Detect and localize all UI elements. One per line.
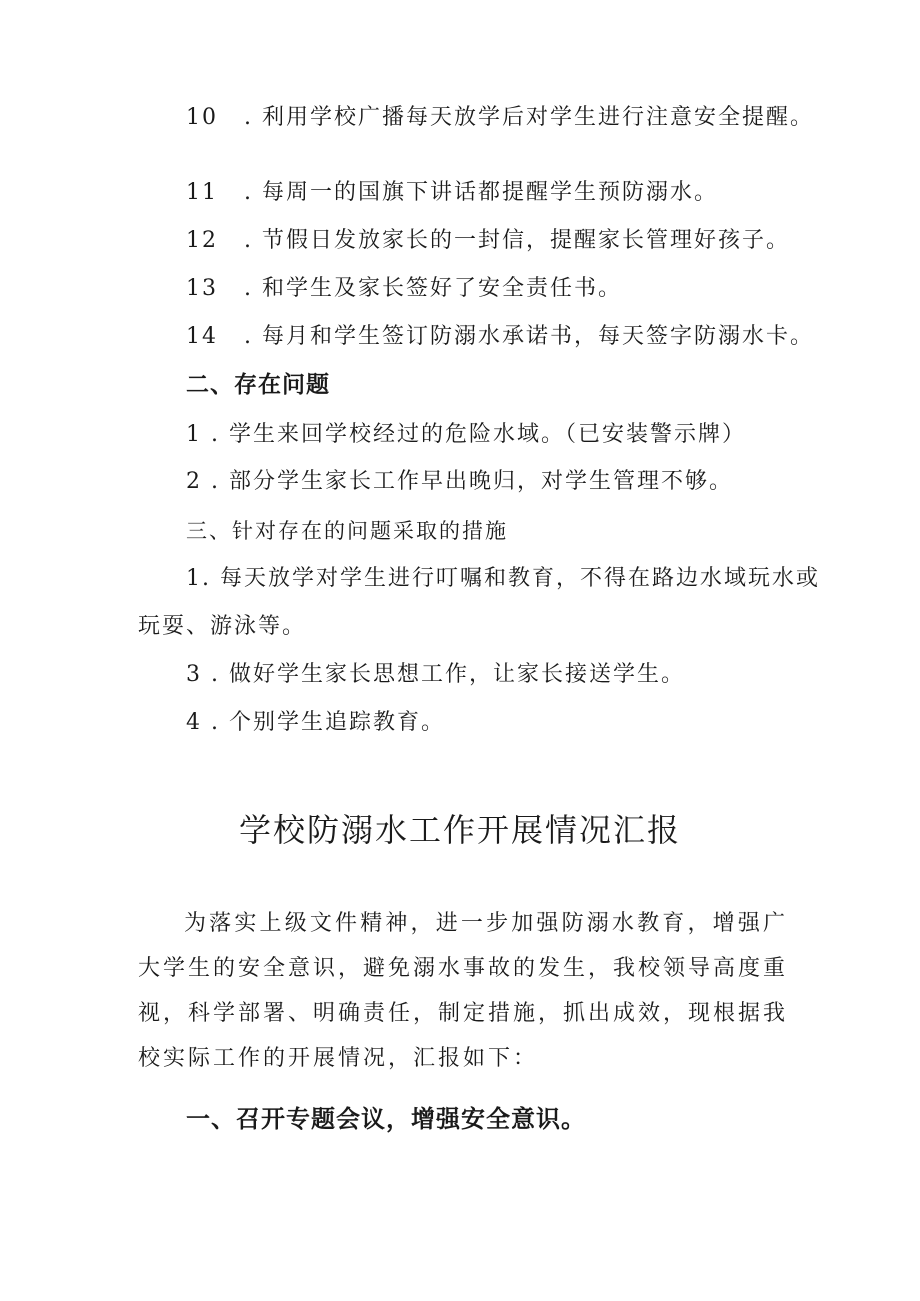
list-item-13	[186, 274, 806, 304]
list-item-10	[186, 103, 814, 133]
item-text: . 节假日发放家长的一封信，提醒家长管理好孩子。	[244, 228, 790, 253]
measure-item-1-line1: 1. 每天放学对学生进行叮嘱和教育，不得在路边水域玩水或	[186, 566, 820, 591]
item-number: 13	[186, 276, 218, 301]
problem-item-2: 2 . 部分学生家长工作早出晚归，对学生管理不够。	[186, 469, 733, 494]
report-title: 学校防溺水工作开展情况汇报	[238, 811, 681, 849]
list-item-12	[186, 226, 806, 256]
problem-item-1: 1 . 学生来回学校经过的危险水域。（已安装警示牌）	[186, 422, 746, 447]
item-number: 10	[186, 105, 218, 130]
section-heading-problems: 二、存在问题	[186, 372, 330, 398]
measure-item-1-line2: 玩耍、游泳等。	[138, 614, 307, 639]
item-number: 14	[186, 324, 218, 349]
report-intro-paragraph: 为落实上级文件精神，进一步加强防溺水教育，增强广大学生的安全意识，避免溺水事故的发生，我校领导高度重视，科学部署、明确责任，制定措施，抓出成效，现根据我校实际工作的开展情况，汇报如下：	[138, 911, 789, 1071]
measure-item-3: 3 . 做好学生家长思想工作，让家长接送学生。	[186, 662, 685, 687]
measure-item-4: 4 . 个别学生追踪教育。	[186, 710, 445, 735]
section-heading-measures: 三、针对存在的问题采取的措施	[186, 519, 508, 543]
item-text: . 和学生及家长签好了安全责任书。	[244, 276, 622, 301]
item-text: . 每周一的国旗下讲话都提醒学生预防溺水。	[244, 180, 718, 205]
list-item-14	[186, 322, 814, 352]
report-section-1-heading: 一、召开专题会议，增强安全意识。	[186, 1105, 586, 1133]
item-text: . 每月和学生签订防溺水承诺书，每天签字防溺水卡。	[244, 324, 814, 349]
item-number: 11	[186, 180, 218, 205]
item-number: 12	[186, 228, 218, 253]
list-item-11	[186, 178, 806, 208]
item-text: . 利用学校广播每天放学后对学生进行注意安全提醒。	[244, 105, 814, 130]
